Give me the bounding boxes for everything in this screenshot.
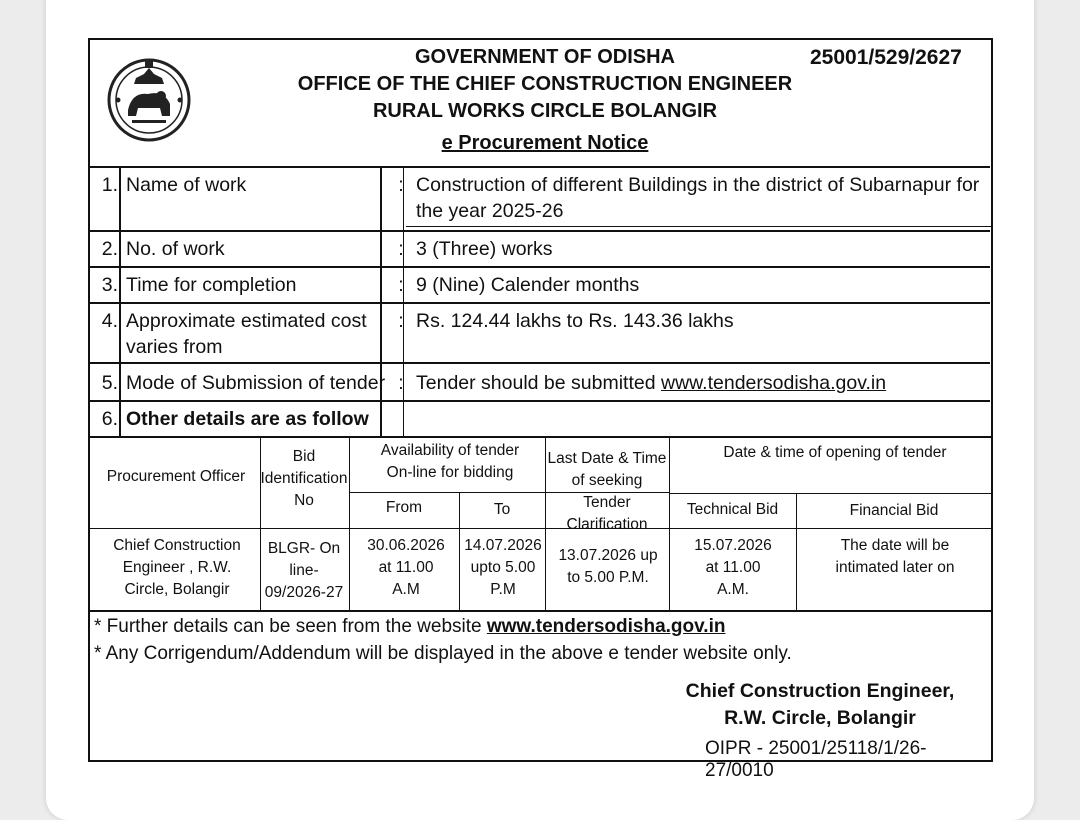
oipr-number: OIPR - 25001/25118/1/26-27/0010 [705, 738, 927, 781]
field-value: 9 (Nine) Calender months [416, 274, 640, 296]
signatory-title: Chief Construction Engineer, [685, 680, 955, 702]
field-row: 3. Time for completion : 9 (Nine) Calender months [90, 266, 990, 304]
header-bid-id: Bid Identification No [260, 448, 348, 509]
field-row: 6. Other details are as follow [90, 400, 990, 440]
tender-notice [88, 38, 993, 781]
cell-from: 30.06.2026 at 11.00 A.M [367, 537, 445, 598]
header-technical-bid: Technical Bid [686, 501, 779, 518]
field-row: 1. Name of work : Construction of different Buildings in the district of Subarnapur for the year 2025-26 [90, 166, 990, 232]
field-label: Other details are as follow [126, 408, 369, 430]
header-to: To [493, 501, 511, 518]
field-value: 3 (Three) works [416, 238, 553, 260]
footer-website-link[interactable]: www.tendersodisha.gov.in [486, 616, 726, 637]
notice-title: e Procurement Notice [441, 132, 649, 154]
field-value: Tender should be submitted www.tendersodisha.gov.in [416, 372, 887, 394]
field-label: No. of work [126, 238, 225, 260]
office-title: OFFICE OF THE CHIEF CONSTRUCTION ENGINEER [297, 73, 793, 95]
odisha-emblem-icon [104, 48, 194, 143]
header-last-date: Last Date & Time of seeking Tender Clarification [547, 450, 667, 533]
header-from: From [385, 499, 423, 516]
field-row: 2. No. of work : 3 (Three) works [90, 230, 990, 268]
field-value: Construction of different Buildings in the district of Subarnapur for the year 2025-26 [416, 174, 980, 222]
signatory-office: R.W. Circle, Bolangir [724, 707, 916, 729]
field-label: Time for completion [126, 274, 297, 296]
cell-last-date: 13.07.2026 up to 5.00 P.M. [558, 547, 658, 586]
field-label: Approximate estimated cost varies from [126, 310, 367, 358]
tender-website-link[interactable]: www.tendersodisha.gov.in [661, 372, 887, 394]
header-availability: Availability of tender On-line for bidding [380, 442, 520, 481]
field-value: Rs. 124.44 lakhs to Rs. 143.36 lakhs [416, 310, 734, 332]
field-row: 5. Mode of Submission of tender : Tender should be submitted www.tendersodisha.gov.in [90, 362, 990, 402]
reference-number: 25001/529/2627 [810, 46, 962, 69]
field-label: Mode of Submission of tender [126, 372, 386, 394]
note-website: * Further details can be seen from the website www.tendersodisha.gov.in [94, 616, 726, 637]
cell-technical-bid: 15.07.2026 at 11.00 A.M. [694, 537, 772, 598]
cell-bid-id: BLGR- On line- 09/2026-27 [264, 540, 344, 601]
cell-to: 14.07.2026 upto 5.00 P.M [464, 537, 542, 598]
circle-title: RURAL WORKS CIRCLE BOLANGIR [372, 100, 718, 122]
govt-title: GOVERNMENT OF ODISHA [414, 46, 675, 68]
header-opening: Date & time of opening of tender [723, 444, 947, 461]
note-corrigendum: * Any Corrigendum/Addendum will be displayed in the above e tender website only. [94, 643, 792, 664]
header-financial-bid: Financial Bid [849, 502, 939, 519]
field-label: Name of work [126, 174, 247, 196]
cell-financial-bid: The date will be intimated later on [835, 537, 955, 576]
cell-officer: Chief Construction Engineer , R.W. Circle, Bolangir [113, 537, 241, 598]
field-row: 4. Approximate estimated cost varies from : Rs. 124.44 lakhs to Rs. 143.36 lakhs [90, 302, 990, 364]
header-procurement-officer: Procurement Officer [106, 468, 246, 485]
